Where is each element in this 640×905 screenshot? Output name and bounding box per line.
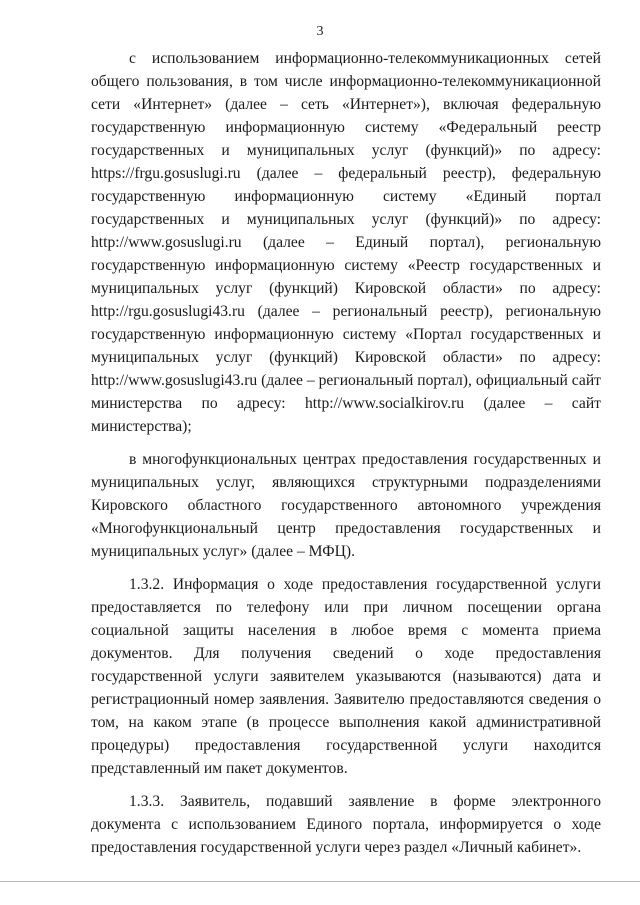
paragraph-1-3-3: 1.3.3. Заявитель, подавший заявление в форме электронного документа с использованием Единого портала, информируется о ходе предоставления государственной услуги через раздел «Личный кабинет». bbox=[91, 793, 601, 856]
paragraph-1-3-2: 1.3.2. Информация о ходе предоставления государственной услуги предоставляется по телефону или при личном посещении органа социальной защиты населения в любое время с момента приема документов. Для получения сведений о ходе предоставления государственной услуги заявителем указываются (называются) дата и регистрационный номер заявления. Заявителю предоставляются сведения о том, на каком этапе (в процессе выполнения какой административной процедуры) предоставления государственной услуги находится представленный им пакет документов. bbox=[91, 576, 601, 777]
document-body bbox=[91, 47, 601, 869]
paragraph-online-channels: с использованием информационно-телекоммуникационных сетей общего пользования, в том числе информационно-телекоммуникационной сети «Интернет» (далее – сеть «Интернет»), включая федеральную государственную информационную систему «Федеральный реестр государственных и муниципальных услуг (функций)» по адресу: https://frgu.gosuslugi.ru (далее – федеральный реестр), федеральную государственную информационную систему «Единый портал государственных и муниципальных услуг (функций)» по адресу: http://www.gosuslugi.ru (далее – Единый портал), региональную государственную информационную систему «Реестр государственных и муниципальных услуг (функций) Кировской области» по адресу: http://rgu.gosuslugi43.ru (далее – региональный реестр), региональную государственную информационную систему «Портал государственных и муниципальных услуг (функций) Кировской области» по адресу: http://www.gosuslugi43.ru (далее – региональный портал), официальный сайт министерства по адресу: http://www.socialkirov.ru (далее – сайт министерства); bbox=[91, 50, 601, 435]
page-number: 3 bbox=[316, 24, 324, 39]
page-bottom-rule bbox=[0, 881, 640, 882]
paragraph-mfc: в многофункциональных центрах предоставления государственных и муниципальных услуг, являющихся структурными подразделениями Кировского областного государственного автономного учреждения «Многофункциональный центр предоставления государственных и муниципальных услуг» (далее – МФЦ). bbox=[91, 451, 601, 560]
